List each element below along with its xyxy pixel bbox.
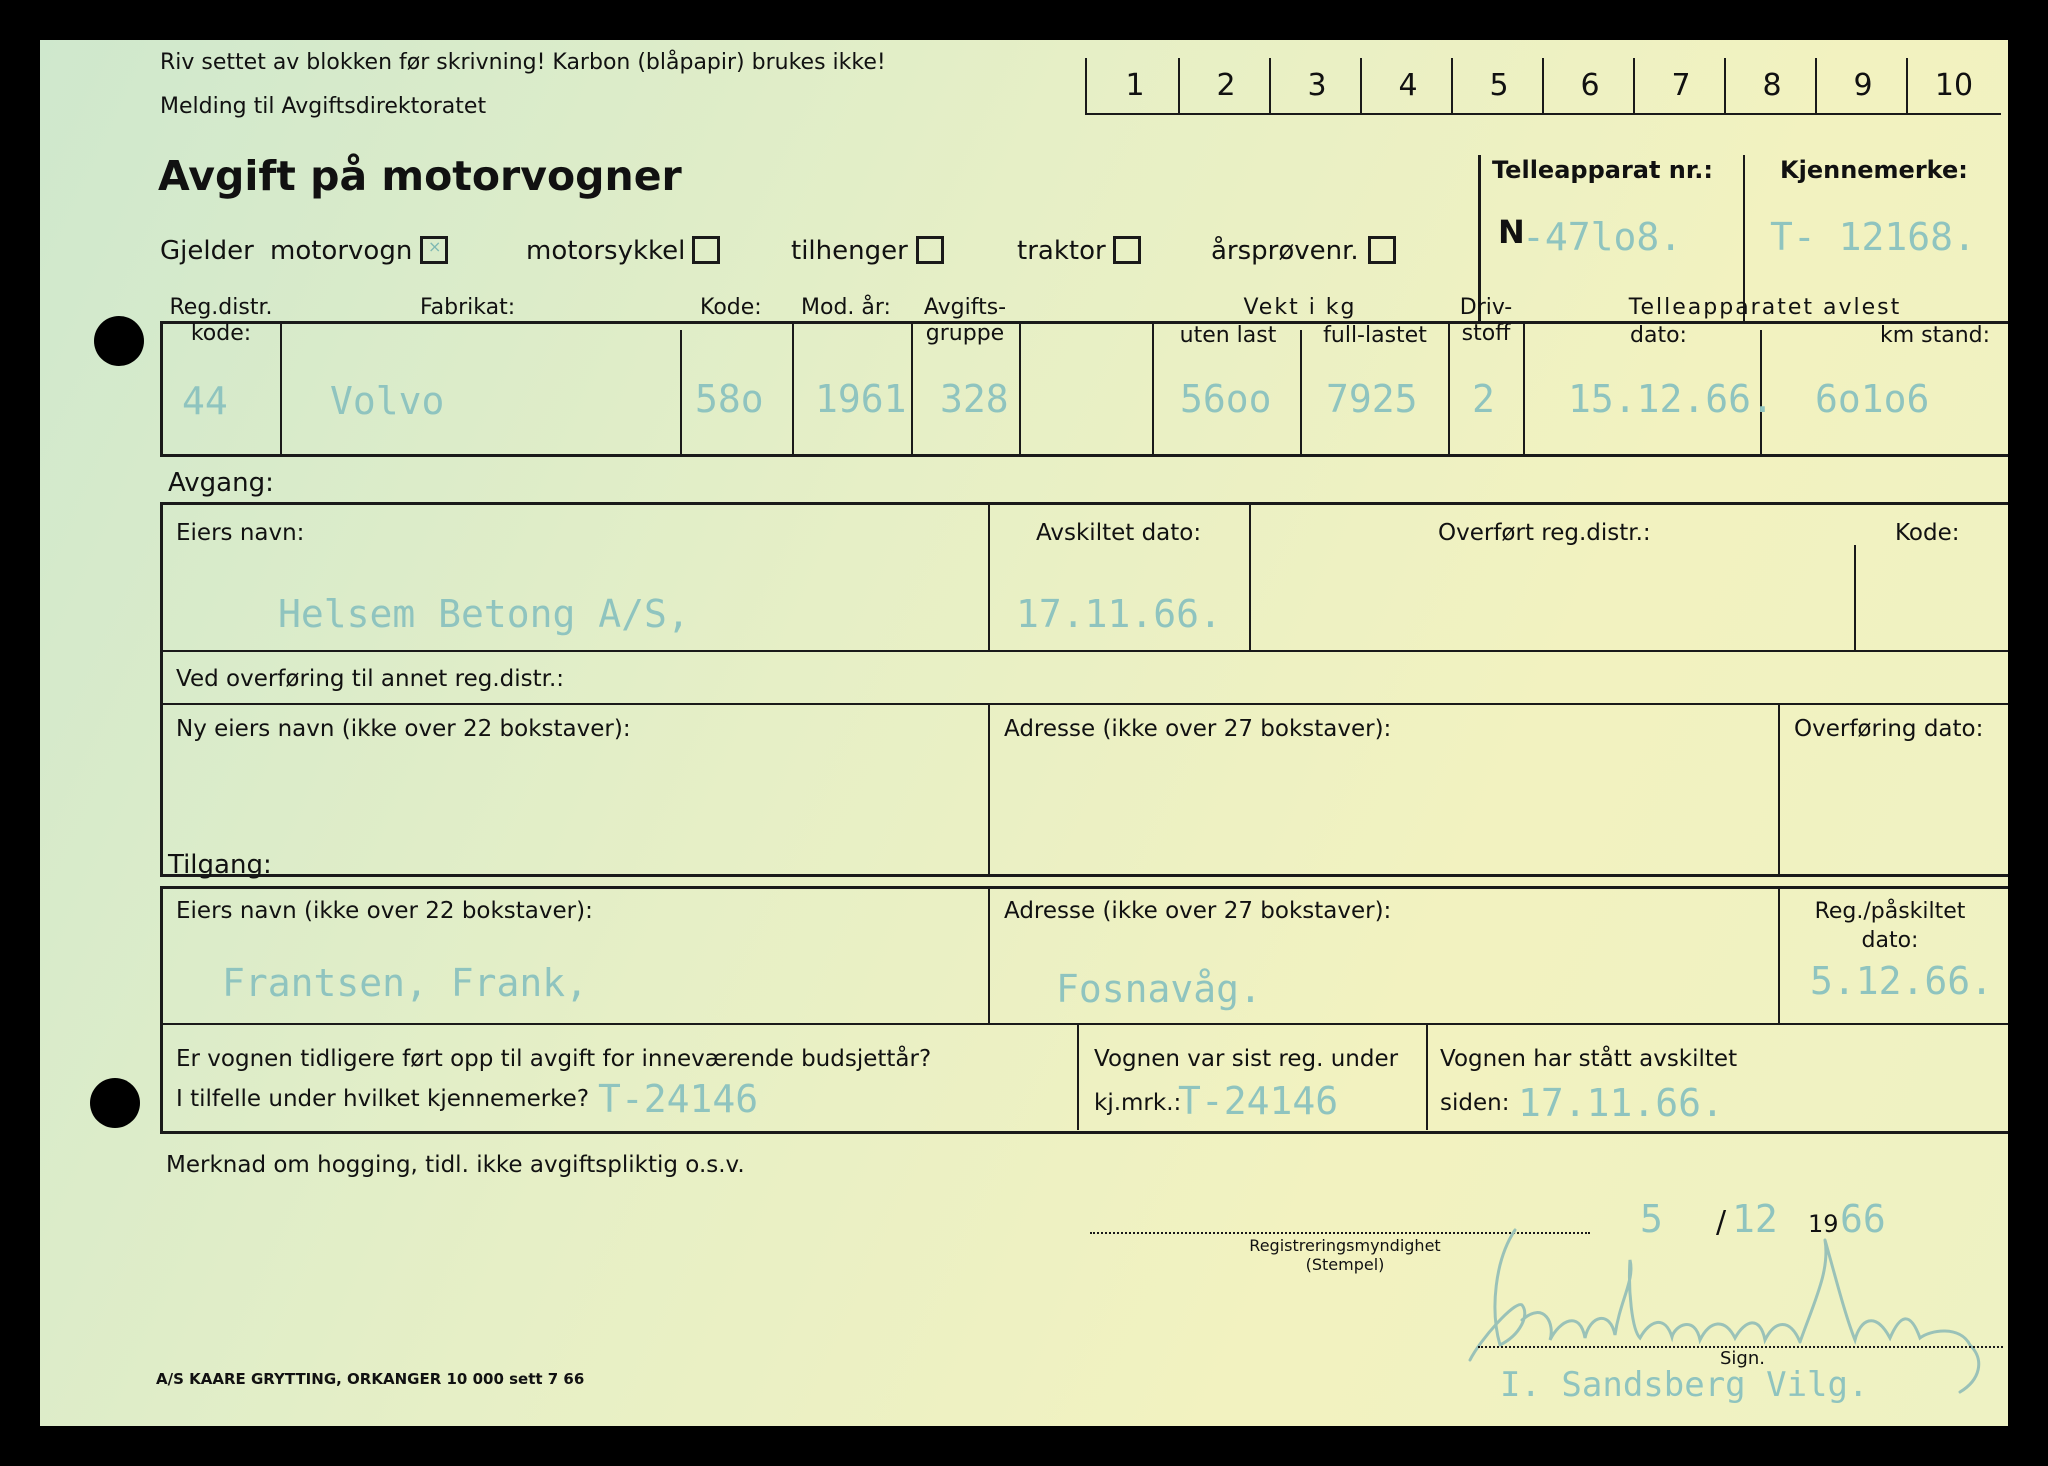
km-value: 6o1o6 [1815,377,1930,421]
fuel-value: 2 [1472,377,1495,421]
printer-imprint: A/S KAARE GRYTTING, ORKANGER 10 000 sett 7 66 [156,1370,585,1388]
avgang-transfer-rule [162,703,2008,705]
column-number: 1 [1125,68,1145,103]
avgang-divider [1249,504,1251,650]
remarks-label: Merknad om hogging, tidl. ikke avgiftspliktig o.s.v. [166,1152,745,1178]
column-divider [280,323,282,454]
column-number: 9 [1853,68,1873,103]
column-divider [1019,323,1021,454]
last-reg-plate-label: kj.mrk.: [1094,1090,1182,1116]
unplated-label: Vognen har stått avskiltet [1440,1046,1738,1072]
footer-date-month: 12 [1732,1197,1778,1241]
avgang-section-label: Avgang: [168,468,274,498]
footer-date-day: 5 [1640,1197,1663,1241]
tilgang-divider [1778,888,1780,1023]
fuel-header: Driv- stoff [1459,295,1513,347]
column-divider [792,323,794,454]
column-divider [1152,323,1154,454]
transfer-date-label: Overføring dato: [1794,716,1984,742]
prior-plate-value: T-24146 [598,1077,759,1121]
last-reg-plate-value: T-24146 [1178,1079,1339,1123]
weight-unloaded-header: uten last [1179,323,1277,348]
column-divider [911,323,913,454]
km-header: km stand: [1880,323,1991,348]
table-left-border [160,321,163,457]
reg-date-label: Reg./påskiltet dato: [1814,899,1966,953]
checkbox-motorvogn[interactable] [420,236,448,264]
plate-label: Kjennemerke: [1780,156,1968,184]
table-top-rule [160,321,2008,324]
option-arsprovenr-label: årsprøvenr. [1211,236,1359,266]
column-number: 5 [1489,68,1509,103]
avgang-divider [1854,545,1856,650]
meter-date-header: dato: [1630,323,1687,348]
tilgang-divider [1077,1025,1079,1130]
column-number: 10 [1934,68,1974,103]
number-strip-divider [1085,58,1087,114]
column-number: 3 [1307,68,1327,103]
column-number: 2 [1216,68,1236,103]
tax-form-card [40,40,2008,1426]
weight-loaded-value: 7925 [1326,377,1418,421]
tilgang-divider [988,888,990,1023]
avgang-left-border [160,502,163,876]
code-value: 58o [695,377,764,421]
tilgang-address-label: Adresse (ikke over 27 bokstaver): [1004,898,1392,924]
make-header: Fabrikat: [420,295,516,320]
column-number: 7 [1671,68,1691,103]
meter-date-value: 15.12.66. [1568,377,1774,421]
recipient-text: Melding til Avgiftsdirektoratet [160,94,487,119]
tilgang-owner-label: Eiers navn (ikke over 22 bokstaver): [176,898,593,924]
option-motorvogn-label: motorvogn [270,236,413,266]
prior-plate-question: I tilfelle under hvilket kjennemerke? [176,1086,590,1112]
unplated-since-label: siden: [1440,1090,1510,1116]
weight-header: Vekt i kg [1243,295,1357,320]
option-motorsykkel-label: motorsykkel [526,236,686,266]
column-divider [1523,323,1525,454]
avgang-divider [1778,704,1780,874]
meter-number-value: -47lo8. [1522,215,1683,259]
authority-stamp-label: Registreringsmyndighet (Stempel) [1249,1236,1441,1275]
tilgang-top-rule [160,886,2008,889]
tilgang-address-value: Fosnavåg. [1056,967,1262,1011]
avgang-divider [988,504,990,650]
prior-registration-question: Er vognen tidligere ført opp til avgift for inneværende budsjettår? [176,1046,932,1072]
column-number: 8 [1762,68,1782,103]
fee-group-value: 328 [940,377,1009,421]
avgang-owner-value: Helsem Betong A/S, [278,592,690,636]
weight-loaded-header: full-lastet [1323,323,1427,348]
form-title: Avgift på motorvogner [158,152,682,200]
code-header: Kode: [700,295,762,320]
last-reg-label: Vognen var sist reg. under [1094,1046,1399,1072]
unplated-since-value: 17.11.66. [1518,1081,1724,1125]
weight-unloaded-value: 56oo [1180,377,1272,421]
vehicle-type-label: Gjelder [160,236,254,266]
meter-number-label: Telleapparat nr.: [1492,156,1714,184]
reg-distr-header: Reg.distr. kode: [169,295,273,347]
table-bottom-rule [160,454,2008,457]
avgang-address-label: Adresse (ikke over 27 bokstaver): [1004,716,1392,742]
tilgang-divider [1426,1025,1428,1130]
tilgang-bottom-rule [160,1131,2008,1134]
checkbox-arsprovenr[interactable] [1368,236,1396,264]
make-value: Volvo [330,379,445,423]
tilgang-mid-rule [162,1023,2008,1025]
tilgang-owner-value: Frantsen, Frank, [222,961,589,1005]
instruction-text: Riv settet av blokken før skrivning! Karbon (blåpapir) brukes ikke! [160,50,886,75]
typed-signature: I. Sandsberg Vilg. [1500,1365,1869,1405]
checkbox-motorsykkel[interactable] [692,236,720,264]
footer-date-century: 19 [1808,1210,1839,1238]
avgang-code-label: Kode: [1895,520,1960,546]
column-divider [1300,330,1302,454]
avgang-mid-rule [162,650,2008,652]
checkbox-tilhenger[interactable] [916,236,944,264]
tilgang-left-border [160,886,163,1132]
meter-read-header: Telleapparatet avlest [1628,295,1902,320]
checkbox-traktor[interactable] [1113,236,1141,264]
transfer-note: Ved overføring til annet reg.distr.: [176,666,565,692]
plate-value: T- 12168. [1770,215,1976,259]
reg-date-value: 5.12.66. [1810,959,1994,1003]
deregistered-date-value: 17.11.66. [1016,592,1222,636]
avgang-owner-label: Eiers navn: [176,520,305,546]
footer-date-year: 66 [1840,1197,1886,1241]
column-divider [680,330,682,454]
column-number: 4 [1398,68,1418,103]
meter-prefix: N [1498,213,1525,251]
option-tilhenger-label: tilhenger [791,236,908,266]
check-mark-icon: × [428,237,442,256]
new-owner-label: Ny eiers navn (ikke over 22 bokstaver): [176,716,631,742]
punch-hole [94,316,144,366]
avgang-top-rule [160,502,2008,505]
deregistered-date-label: Avskiltet dato: [1036,520,1202,546]
fee-group-header: Avgifts- gruppe [923,295,1007,347]
date-separator: / [1716,1205,1727,1240]
avgang-bottom-rule [160,874,2008,877]
model-year-header: Mod. år: [801,295,891,320]
tilgang-section-label: Tilgang: [168,850,272,880]
signature-label: Sign. [1720,1348,1765,1369]
transfer-distr-label: Overført reg.distr.: [1438,520,1651,546]
model-year-value: 1961 [815,377,907,421]
avgang-divider [988,704,990,874]
punch-hole [90,1078,140,1128]
reg-distr-value: 44 [182,379,228,423]
column-number: 6 [1580,68,1600,103]
option-traktor-label: traktor [1017,236,1106,266]
